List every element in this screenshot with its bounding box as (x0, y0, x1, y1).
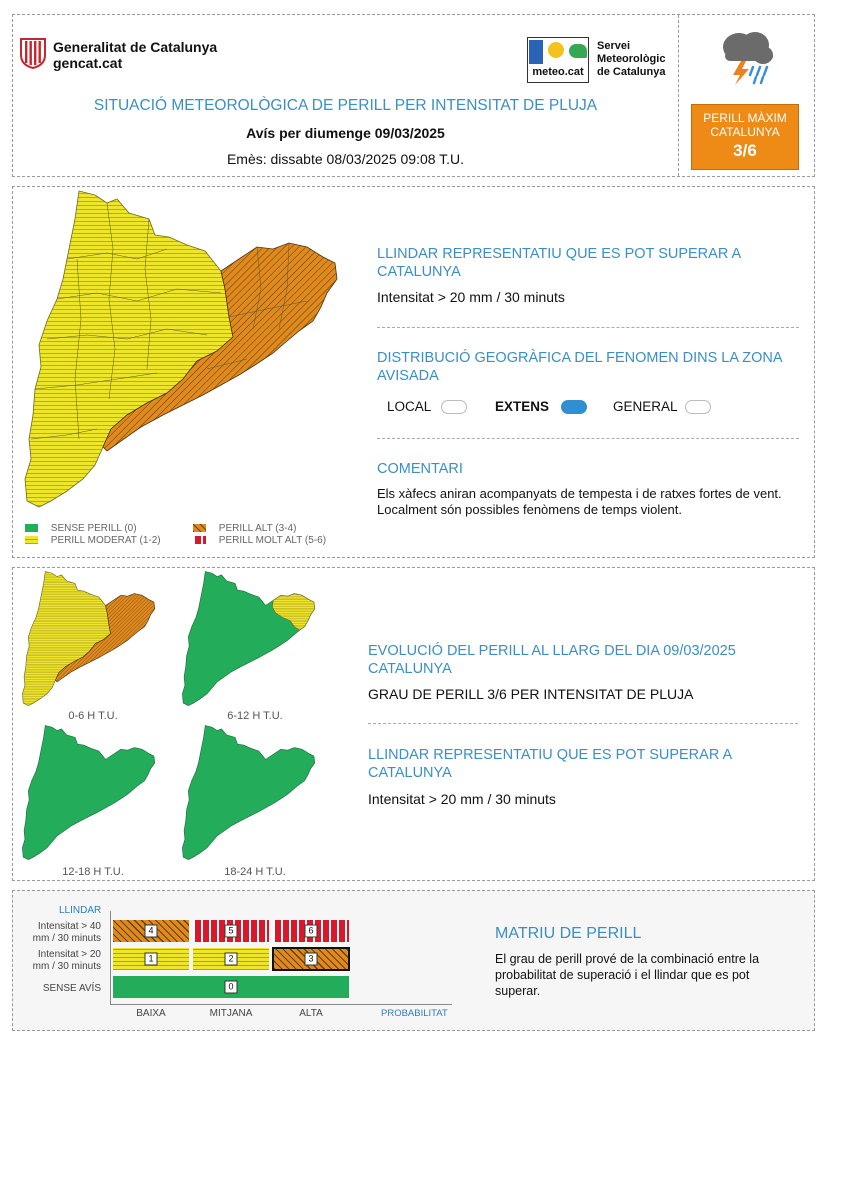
matrix-cell-6 (273, 920, 349, 942)
legend-swatch-orange (193, 524, 206, 532)
x-label-alta: ALTA (299, 1008, 323, 1019)
option-general-label: GENERAL (613, 399, 678, 414)
header-divider (678, 15, 679, 176)
cell-value-1: 1 (144, 953, 157, 966)
mini-map-6-12 (179, 570, 319, 708)
evolution-panel (12, 567, 815, 881)
cell-value-2: 2 (224, 953, 237, 966)
gencat-name: Generalitat de Catalunya (53, 39, 218, 55)
option-local-label: LOCAL (387, 399, 431, 414)
toggle-general (685, 400, 711, 414)
option-local (387, 399, 467, 414)
matrix-panel (12, 890, 815, 1031)
legend-swatch-yellow (25, 536, 38, 544)
legend-item-moderate (25, 535, 161, 546)
max-danger-value: 3/6 (733, 141, 757, 160)
legend-swatch-red (193, 536, 206, 544)
matrix-cell-2 (193, 948, 269, 970)
catalonia-danger-map (17, 189, 347, 511)
map-region-moderate (25, 191, 233, 507)
matrix-cell-1 (113, 948, 189, 970)
legend-item-very-high (193, 535, 326, 546)
senyera-icon (19, 37, 47, 69)
evolution-threshold-heading: LLINDAR REPRESENTATIU QUE ES POT SUPERAR A CATALUNYA (368, 747, 732, 781)
legend-label-high: PERILL ALT (3-4) (218, 523, 297, 534)
separator-1 (377, 327, 799, 328)
max-danger-label-1: PERILL MÀXIM (703, 111, 787, 125)
matrix-description: El grau de perill prové de la combinació entre la probabilitat de superació i el llindar que es pot superar. (495, 952, 760, 998)
separator-2 (377, 438, 799, 439)
smc-name-3: de Catalunya (597, 66, 666, 78)
cell-value-3: 3 (304, 953, 317, 966)
header-panel (12, 14, 815, 177)
legend-label-none: SENSE PERILL (0) (50, 523, 137, 534)
main-map-panel (12, 186, 815, 558)
gencat-url: gencat.cat (53, 55, 123, 71)
period-label-18-24: 18-24 H T.U. (224, 866, 286, 878)
distribution-heading: DISTRIBUCIÓ GEOGRÀFICA DEL FENOMEN DINS LA ZONA AVISADA (377, 350, 782, 384)
matrix-heading: MATRIU DE PERILL (495, 925, 642, 942)
cell-value-0: 0 (224, 981, 237, 994)
matrix-y-axis (110, 911, 111, 1004)
page-subtitle: Avís per diumenge 09/03/2025 (246, 125, 445, 141)
option-extens-label: EXTENS (495, 399, 550, 414)
matrix-cell-0 (113, 976, 349, 998)
x-label-baixa: BAIXA (136, 1008, 166, 1019)
matrix-row3-label: SENSE AVÍS (42, 983, 101, 994)
sun-icon (548, 42, 564, 58)
max-danger-badge (691, 104, 799, 170)
matrix-cell-3-selected (272, 947, 350, 971)
matrix-cell-5 (193, 920, 269, 942)
threshold-heading: LLINDAR REPRESENTATIU QUE ES POT SUPERAR A CATALUNYA (377, 246, 741, 280)
mini-map-12-18 (19, 724, 159, 862)
smc-name-2: Meteorològic (597, 53, 666, 65)
smc-logo (527, 37, 677, 83)
x-axis-label: PROBABILITAT (381, 1008, 448, 1019)
mini-map-0-6 (19, 570, 159, 708)
matrix-cell-4 (113, 920, 189, 942)
legend-label-very-high: PERILL MOLT ALT (5-6) (218, 535, 327, 546)
page-title: SITUACIÓ METEOROLÒGICA DE PERILL PER INTENSITAT DE PLUJA (93, 97, 598, 114)
legend-item-high (193, 523, 296, 534)
period-label-12-18: 12-18 H T.U. (62, 866, 124, 878)
matrix-row2-label: Intensitat > 20 mm / 30 minuts (32, 949, 101, 972)
max-danger-label-2: CATALUNYA (710, 125, 780, 139)
option-extens (495, 399, 587, 414)
evolution-grade: GRAU DE PERILL 3/6 PER INTENSITAT DE PLUJA (368, 686, 694, 702)
x-label-mitjana: MITJANA (209, 1008, 253, 1019)
smc-name-1: Servei (597, 40, 631, 52)
storm-cloud-icon (713, 23, 777, 85)
comment-text: Els xàfecs aniran acompanyats de tempesta i de ratxes fortes de vent. Localment són possibles fenòmens de temps violent. (377, 486, 782, 517)
cell-value-4: 4 (144, 925, 157, 938)
legend-swatch-green (25, 524, 38, 532)
cell-value-6: 6 (304, 925, 317, 938)
leaf-icon (569, 44, 587, 58)
cell-value-5: 5 (224, 925, 237, 938)
matrix-x-axis (110, 1004, 452, 1005)
period-label-6-12: 6-12 H T.U. (227, 710, 283, 722)
evolution-threshold-value: Intensitat > 20 mm / 30 minuts (368, 791, 556, 807)
gencat-logo (19, 37, 229, 73)
smc-logo-box (527, 37, 589, 83)
toggle-local (441, 400, 467, 414)
period-label-0-6: 0-6 H T.U. (68, 710, 118, 722)
mini-map-18-24 (179, 724, 319, 862)
legend-item-none (25, 523, 137, 534)
evolution-heading: EVOLUCIÓ DEL PERILL AL LLARG DEL DIA 09/03/2025 CATALUNYA (368, 643, 736, 677)
toggle-extens (561, 400, 587, 414)
legend-label-moderate: PERILL MODERAT (1-2) (50, 535, 161, 546)
option-general (613, 399, 711, 414)
threshold-value: Intensitat > 20 mm / 30 minuts (377, 289, 565, 305)
issued-date: Emès: dissabte 08/03/2025 09:08 T.U. (226, 151, 465, 167)
smc-blue-block (529, 40, 543, 64)
separator-3 (368, 723, 798, 724)
map-legend (25, 523, 365, 553)
matrix-y-axis-label: LLINDAR (59, 905, 102, 916)
smc-badge: meteo.cat (532, 66, 584, 78)
comment-heading: COMENTARI (377, 461, 463, 477)
matrix-row1-label: Intensitat > 40 mm / 30 minuts (32, 921, 101, 944)
